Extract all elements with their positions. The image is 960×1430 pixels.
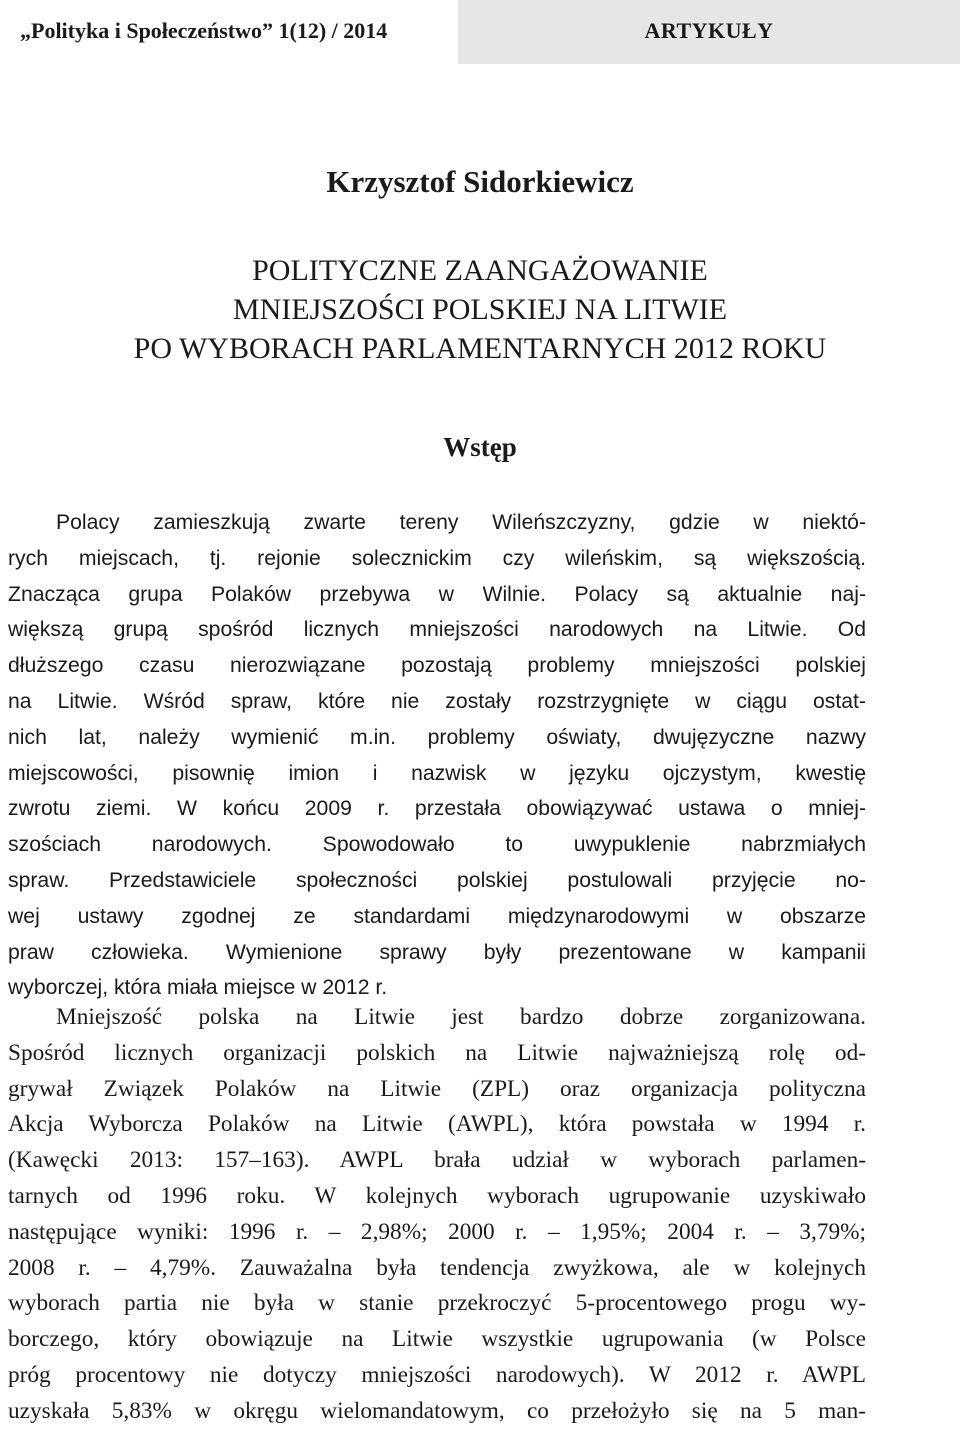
article-title-line: PO WYBORACH PARLAMENTARNYCH 2012 ROKU	[133, 332, 827, 365]
section-label: ARTYKUŁY	[644, 18, 774, 43]
paragraph-line: Akcja Wyborcza Polaków na Litwie (AWPL), która powstała w 1994 r.	[8, 1111, 866, 1138]
paragraph-line: miejscowości, pisownię imion i nazwisk w języku ojczystym, kwestię	[8, 761, 866, 785]
paragraph-line: Znacząca grupa Polaków przebywa w Wilnie. Polacy są aktualnie naj-	[8, 582, 866, 606]
paragraph-line: wej ustawy zgodnej ze standardami międzynarodowymi w obszarze	[8, 904, 866, 928]
paragraph-line: praw człowieka. Wymienione sprawy były prezentowane w kampanii	[8, 940, 866, 964]
paragraph-line: tarnych od 1996 roku. W kolejnych wyborach ugrupowanie uzyskiwało	[8, 1182, 866, 1209]
paragraph-line: Polacy zamieszkują zwarte tereny Wileńszczyzny, gdzie w niektó-	[56, 511, 866, 534]
paragraph-line: następujące wyniki: 1996 r. – 2,98%; 2000 r. – 1,95%; 2004 r. – 3,79%;	[8, 1218, 866, 1245]
paragraph-line: Spośród licznych organizacji polskich na Litwie najważniejszą rolę od-	[8, 1039, 866, 1066]
paragraph-line: próg procentowy nie dotyczy mniejszości narodowych). W 2012 r. AWPL	[8, 1361, 866, 1388]
section-heading: Wstęp	[443, 432, 517, 462]
article-title-line: POLITYCZNE ZAANGAŻOWANIE	[252, 254, 708, 287]
paragraph-line: rych miejscach, tj. rejonie solecznickim czy wileńskim, są większością.	[8, 546, 866, 570]
paragraph-line: dłuższego czasu nierozwiązane pozostają problemy mniejszości polskiej	[8, 654, 866, 678]
article-title-line: MNIEJSZOŚCI POLSKIEJ NA LITWIE	[232, 293, 728, 326]
paragraph-line: grywał Związek Polaków na Litwie (ZPL) oraz organizacja polityczna	[8, 1075, 866, 1102]
paragraph-line: większą grupą spośród licznych mniejszości narodowych na Litwie. Od	[8, 618, 866, 642]
paragraph-line: nich lat, należy wymienić m.in. problemy oświaty, dwujęzyczne nazwy	[8, 725, 866, 749]
paragraph-line: zwrotu ziemi. W końcu 2009 r. przestała obowiązywać ustawa o mniej-	[8, 797, 866, 821]
paragraph-line: (Kawęcki 2013: 157–163). AWPL brała udział w wyborach parlamen-	[8, 1147, 866, 1174]
paragraph-1	[8, 505, 866, 1006]
section-label-box	[458, 0, 960, 64]
page-header	[0, 0, 960, 64]
paragraph-line: na Litwie. Wśród spraw, które nie zostały rozstrzygnięte w ciągu ostat-	[8, 689, 866, 713]
journal-title: „Polityka i Społeczeństwo” 1(12) / 2014	[20, 18, 388, 43]
paragraph-2	[8, 1000, 866, 1430]
article-author: Krzysztof Sidorkiewicz	[326, 164, 634, 199]
paragraph-line: uzyskała 5,83% w okręgu wielomandatowym, co przełożyło się na 5 man-	[8, 1397, 866, 1424]
paragraph-line: 2008 r. – 4,79%. Zauważalna była tendencja zwyżkowa, ale w kolejnych	[8, 1254, 866, 1281]
paragraph-line: wyborczej, która miała miejsce w 2012 r.	[8, 976, 388, 1000]
paragraph-line: borczego, który obowiązuje na Litwie wszystkie ugrupowania (w Polsce	[8, 1326, 866, 1353]
paragraph-line: wyborach partia nie była w stanie przekroczyć 5-procentowego progu wy-	[8, 1290, 866, 1317]
paragraph-line: Mniejszość polska na Litwie jest bardzo dobrze zorganizowana.	[56, 1004, 866, 1030]
paragraph-line: szościach narodowych. Spowodowało to uwypuklenie nabrzmiałych	[8, 833, 866, 857]
article-title	[0, 251, 960, 368]
paragraph-line: spraw. Przedstawiciele społeczności polskiej postulowali przyjęcie no-	[8, 868, 866, 892]
